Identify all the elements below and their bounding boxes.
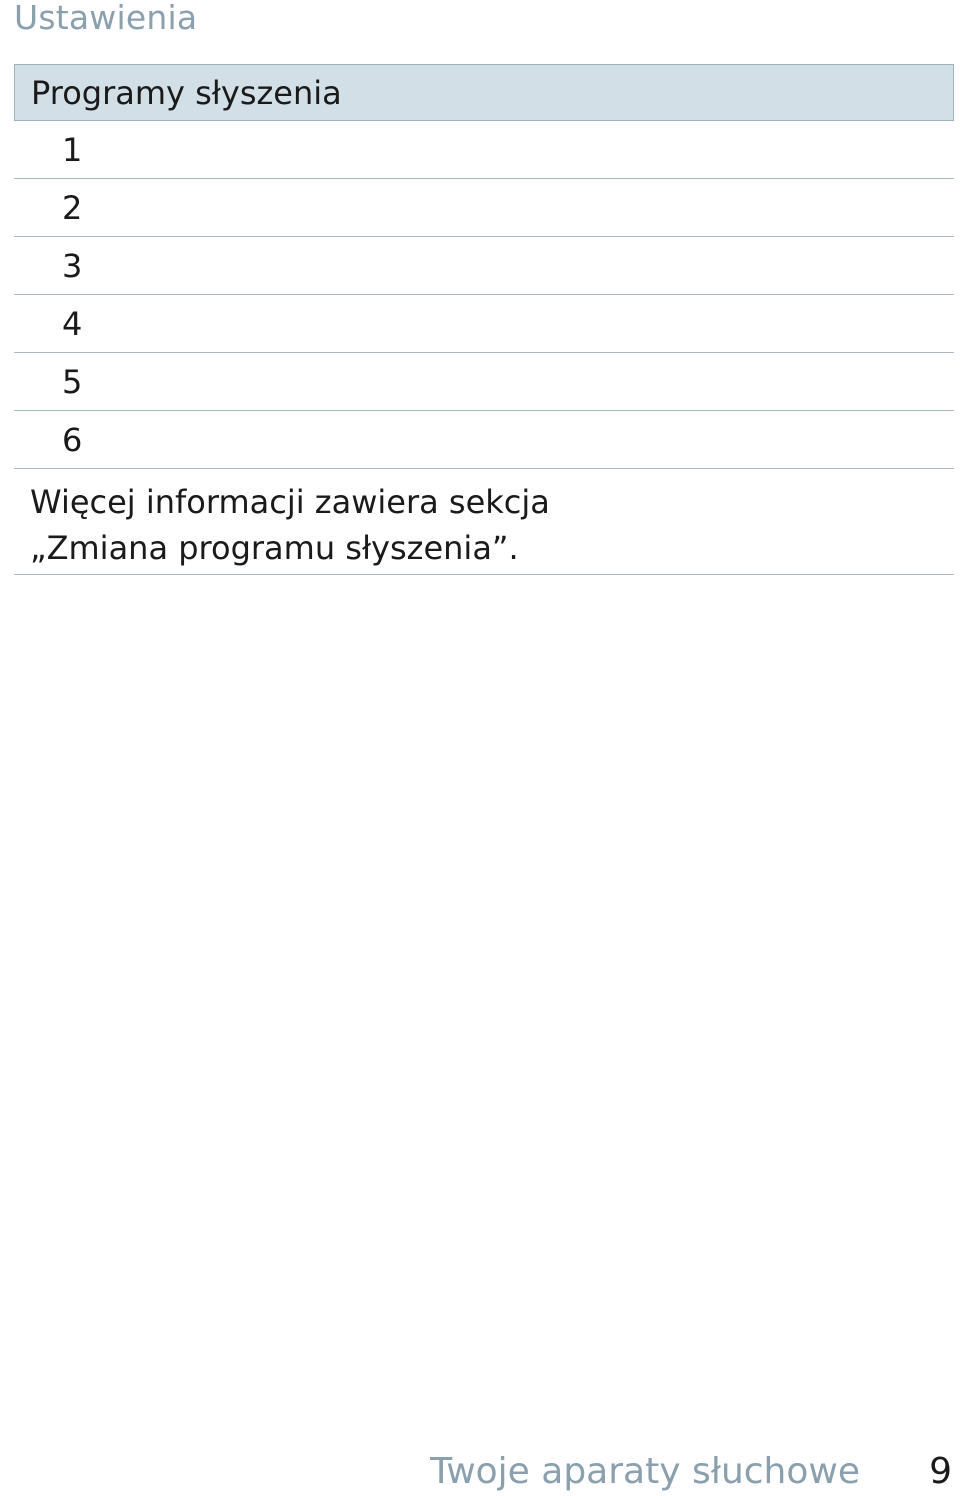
table-row (14, 179, 954, 237)
hearing-programs-table (14, 64, 954, 575)
footer-title: Twoje aparaty słuchowe (430, 1451, 860, 1492)
table-row (14, 353, 954, 411)
program-number: 1 (62, 130, 83, 169)
page-number: 9 (929, 1451, 952, 1492)
program-number: 3 (62, 246, 83, 285)
table-row (14, 295, 954, 353)
table-row (14, 121, 954, 179)
section-title: Ustawienia (14, 0, 198, 37)
program-number: 4 (62, 304, 83, 343)
program-number: 6 (62, 420, 83, 459)
table-row (14, 237, 954, 295)
program-number: 2 (62, 188, 83, 227)
page-footer (0, 1450, 960, 1496)
table-header: Programy słyszenia (14, 64, 954, 121)
table-row (14, 411, 954, 469)
note-line: Więcej informacji zawiera sekcja (30, 483, 550, 521)
program-number: 5 (62, 362, 83, 401)
table-note (14, 469, 954, 575)
note-line: „Zmiana programu słyszenia”. (30, 529, 519, 567)
